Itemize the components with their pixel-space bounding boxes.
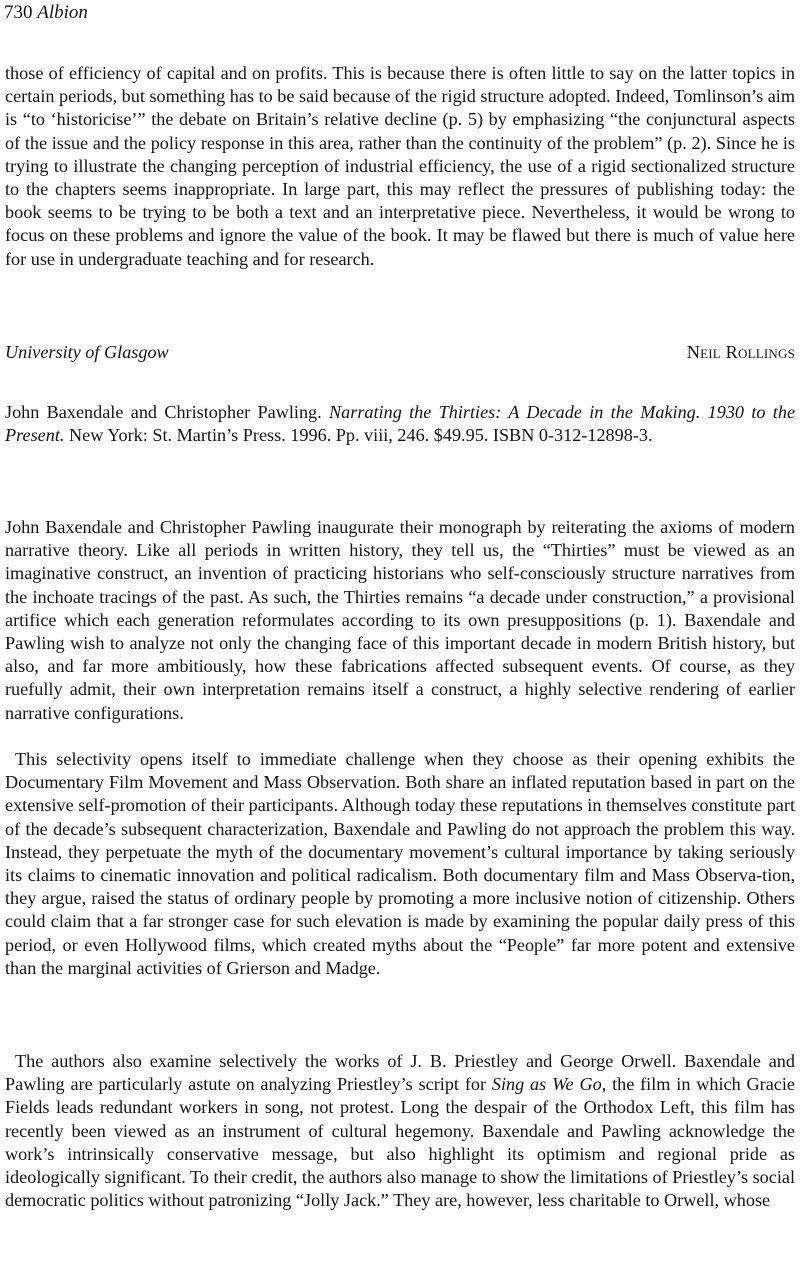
citation-authors: John Baxendale and Christopher Pawling. — [5, 402, 322, 422]
review-paragraph-1: John Baxendale and Christopher Pawling inaugurate their monograph by reiterating the axioms of modern narrative theory. Like all periods in written history, they tell us, the “Thirties” must be viewed as an imaginative construct, an invention of practicing historians who self-consciously structure narratives from the inchoate tracings of the past. As such, the Thirties remains “a decade under construction,” a provisional artifice which each generation reformulates according to its own presuppositions (p. 1). Baxendale and Pawling wish to analyze not only the changing face of this important decade in modern British history, but also, and far more ambitiously, how these fabrications affected subsequent events. Of course, as they ruefully admit, their own interpretation remains itself a construct, a highly selective rendering of earlier narrative configurations. — [5, 517, 795, 723]
citation-publication: New York: St. Martin’s Press. 1996. Pp. viii, 246. $49.95. ISBN 0-312-12898-3. — [68, 425, 653, 446]
citation-title: Narrating the Thirties: A Decade in the Making. 1930 to the Present. — [5, 402, 796, 446]
page-number: 730 — [4, 2, 33, 23]
paragraph-3-text-a: The authors also examine selectively the works of J. B. Priestley and George Orwell. Baxendale and Pawling are particularly astute on analyzing Priestley’s script for — [5, 1051, 795, 1095]
journal-name: Albion — [37, 2, 88, 23]
review-paragraph-3 — [5, 1050, 795, 1212]
reviewer-name: Neil Rollings — [686, 342, 795, 362]
review-closing-paragraph: those of efficiency of capital and on profits. This is because there is often little to say on the latter topics in certain periods, but something has to be said because of the rigid structure adopted. Indeed, Tomlinson’s aim is “to ‘historicise’” the debate on Britain’s relative decline (p. 5) by emphasizing “the conjunctural aspects of the issue and the policy response in this area, rather than the continuity of the problem” (p. 2). Since he is trying to illustrate the changing perception of industrial efficiency, the use of a rigid sectionalized structure to the chapters seems inappropriate. In large part, this may reflect the pressures of publishing today: the book seems to be trying to be both a text and an interpretative piece. Nevertheless, it would be wrong to focus on these problems and ignore the value of the book. It may be flawed but there is much of value here for use in undergraduate teaching and for research. — [5, 63, 795, 269]
book-citation — [5, 401, 795, 447]
paragraph-3-text-b: , the film in which Gracie Fields leads redundant workers in song, not protest. Long the despair of the Orthodox Left, this film has recently been viewed as an instrument of cultural hegemony. Baxendale and Pawling acknowledge the work’s intrinsically conservative message, but also highlight its optimism and regional pride as ideologically significant. To their credit, the authors also manage to show the limitations of Priestley’s social democratic politics without patronizing “Jolly Jack.” They are, however, less charitable to Orwell, whose — [5, 1074, 796, 1211]
film-title: Sing as We Go — [491, 1074, 602, 1095]
review-signature — [5, 341, 795, 364]
review-paragraph-2: This selectivity opens itself to immediate challenge when they choose as their opening exhibits the Documentary Film Movement and Mass Observation. Both share an inflated reputation based in part on the extensive self-promotion of their participants. Although today these reputations in themselves constitute part of the decade’s subsequent characterization, Baxendale and Pawling do not approach the problem this way. Instead, they perpetuate the myth of the documentary movement’s cultural importance by taking seriously its claims to cinematic innovation and political radicalism. Both documentary film and Mass Observa-tion, they argue, raised the status of ordinary people by promoting a more inclusive notion of citizenship. Others could claim that a far stronger case for such elevation is made by examining the popular daily press of this period, or even Hollywood films, which created myths about the “People” far more potent and extensive than the marginal activities of Grierson and Madge. — [5, 749, 795, 978]
reviewer-affiliation: University of Glasgow — [5, 342, 169, 362]
running-head — [4, 2, 88, 24]
